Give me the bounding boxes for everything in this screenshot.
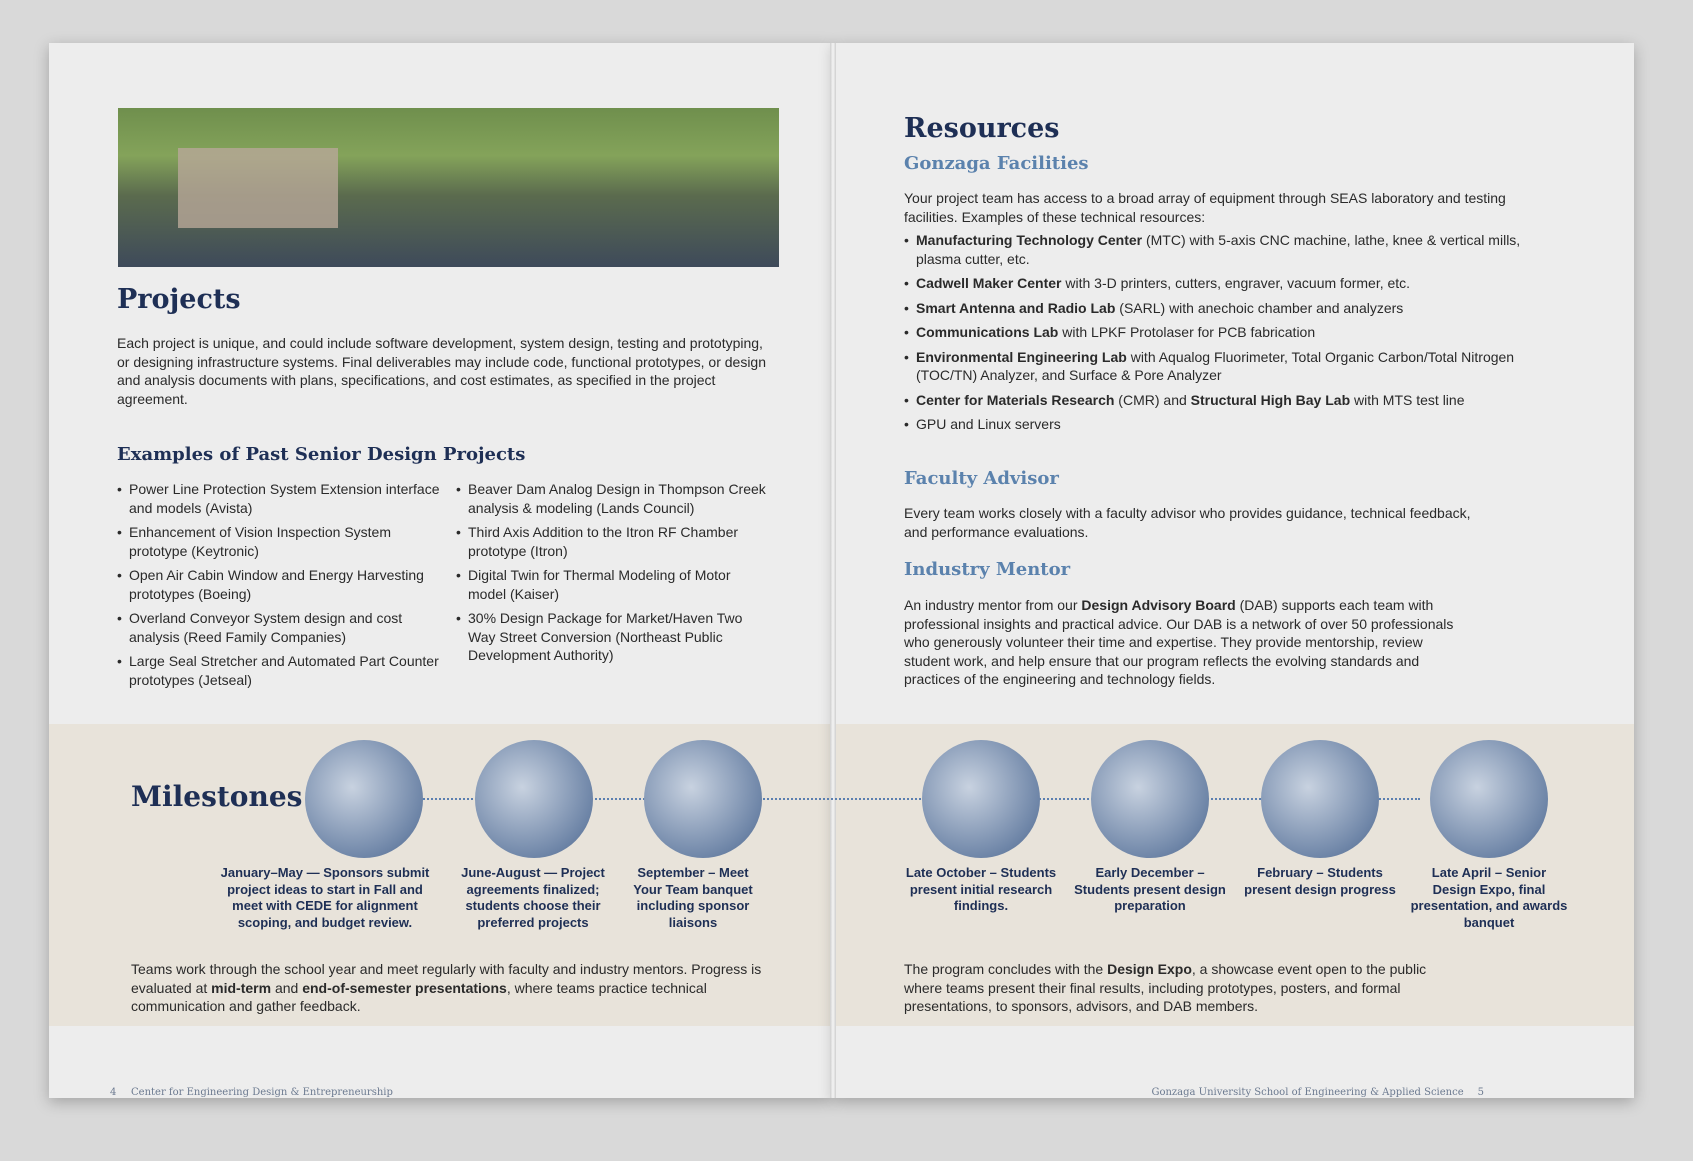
milestone-photo: [1430, 740, 1548, 858]
list-item: • Power Line Protection System Extension interface and models (Avista): [117, 480, 442, 517]
list-item: • Third Axis Addition to the Itron RF Chamber prototype (Itron): [456, 523, 766, 560]
facilities-body: Your project team has access to a broad array of equipment through SEAS laboratory and testing facilities. Examples of these technical resources:: [904, 190, 1506, 225]
list-item: • Digital Twin for Thermal Modeling of Motor model (Kaiser): [456, 566, 766, 603]
project-showcase-photo: [118, 108, 779, 267]
milestone-caption: Late October – Students present initial research findings.: [905, 865, 1057, 913]
facility-item: • Smart Antenna and Radio Lab (SARL) with anechoic chamber and analyzers: [904, 299, 1544, 318]
examples-list-1: [117, 480, 442, 695]
list-item: • Enhancement of Vision Inspection System prototype (Keytronic): [117, 523, 442, 560]
left-page: [49, 43, 832, 1098]
projects-body: Each project is unique, and could include software development, system design, testing and prototyping, or designing infrastructure systems. Final deliverables may include code, functional prototypes, or design and analysis documents with plans, specifications, and cost estimates, as specified in the project agreement.: [117, 335, 766, 407]
list-item: • Large Seal Stretcher and Automated Part Counter prototypes (Jetseal): [117, 652, 442, 689]
milestone-photo: [1261, 740, 1379, 858]
resources-title: Resources: [904, 113, 1060, 144]
milestones-body: Teams work through the school year and meet regularly with faculty and industry mentors. Progress is evaluated at mid-term and end-of-semester presentations, where teams practice technical communication and gather feedback.: [131, 961, 762, 1014]
list-item: • 30% Design Package for Market/Haven Two Way Street Conversion (Northeast Public Development Authority): [456, 609, 766, 665]
advisor-title: Faculty Advisor: [904, 468, 1059, 489]
examples-list-2: [456, 480, 766, 671]
facility-item: • Center for Materials Research (CMR) and Structural High Bay Lab with MTS test line: [904, 391, 1544, 410]
milestone-photo: [475, 740, 593, 858]
list-item: • Overland Conveyor System design and cost analysis (Reed Family Companies): [117, 609, 442, 646]
mentor-title: Industry Mentor: [904, 559, 1071, 580]
milestone-caption: September – Meet Your Team banquet including sponsor liaisons: [633, 865, 753, 930]
milestone-photo: [922, 740, 1040, 858]
expo-body: The program concludes with the Design Expo, a showcase event open to the public where teams present their final results, including prototypes, posters, and formal presentations, to sponsors, advisors, and DAB members.: [904, 961, 1427, 1014]
milestone-caption: February – Students present design progress: [1244, 865, 1396, 897]
milestone-caption: Early December – Students present design preparation: [1074, 865, 1226, 913]
footer-text: Center for Engineering Design & Entrepreneurship: [131, 1087, 393, 1098]
milestone-photo: [644, 740, 762, 858]
list-item: • Beaver Dam Analog Design in Thompson Creek analysis & modeling (Lands Council): [456, 480, 766, 517]
milestone-caption: January–May — Sponsors submit project ideas to start in Fall and meet with CEDE for alignment scoping, and budget review.: [220, 865, 430, 930]
facility-item: • Cadwell Maker Center with 3-D printers, cutters, engraver, vacuum former, etc.: [904, 274, 1544, 293]
book-gutter: [830, 43, 836, 1098]
facilities-title: Gonzaga Facilities: [904, 153, 1089, 174]
page-number: 4: [110, 1087, 117, 1098]
footer: [1151, 1087, 1484, 1098]
milestone-photo: [1091, 740, 1209, 858]
milestone-caption: Late April – Senior Design Expo, final presentation, and awards banquet: [1410, 865, 1568, 930]
milestone-photo: [305, 740, 423, 858]
milestones-title: Milestones: [131, 780, 303, 813]
examples-title: Examples of Past Senior Design Projects: [117, 444, 526, 465]
projects-title: Projects: [117, 284, 241, 315]
facility-item: • GPU and Linux servers: [904, 415, 1544, 434]
page-number: 5: [1477, 1087, 1484, 1098]
facility-item: • Manufacturing Technology Center (MTC) with 5-axis CNC machine, lathe, knee & vertical mills, plasma cutter, etc.: [904, 231, 1544, 268]
advisor-body: Every team works closely with a faculty advisor who provides guidance, technical feedback, and performance evaluations.: [904, 505, 1471, 540]
facilities-list: [904, 231, 1544, 440]
footer-text: Gonzaga University School of Engineering & Applied Science: [1151, 1087, 1464, 1098]
right-page: [834, 43, 1634, 1098]
facility-item: • Communications Lab with LPKF Protolaser for PCB fabrication: [904, 323, 1544, 342]
list-item: • Open Air Cabin Window and Energy Harvesting prototypes (Boeing): [117, 566, 442, 603]
facility-item: • Environmental Engineering Lab with Aqualog Fluorimeter, Total Organic Carbon/Total Nitrogen (TOC/TN) Analyzer, and Surface & Pore Analyzer: [904, 348, 1544, 385]
milestone-caption: June-August — Project agreements finalized; students choose their preferred projects: [461, 865, 605, 930]
mentor-body: An industry mentor from our Design Advisory Board (DAB) supports each team with professional insights and practical advice. Our DAB is a network of over 50 professionals who generously volunteer their time and expertise. They provide mentorship, review student work, and help ensure that our program reflects the evolving standards and practices of the engineering and technology fields.: [904, 597, 1454, 687]
